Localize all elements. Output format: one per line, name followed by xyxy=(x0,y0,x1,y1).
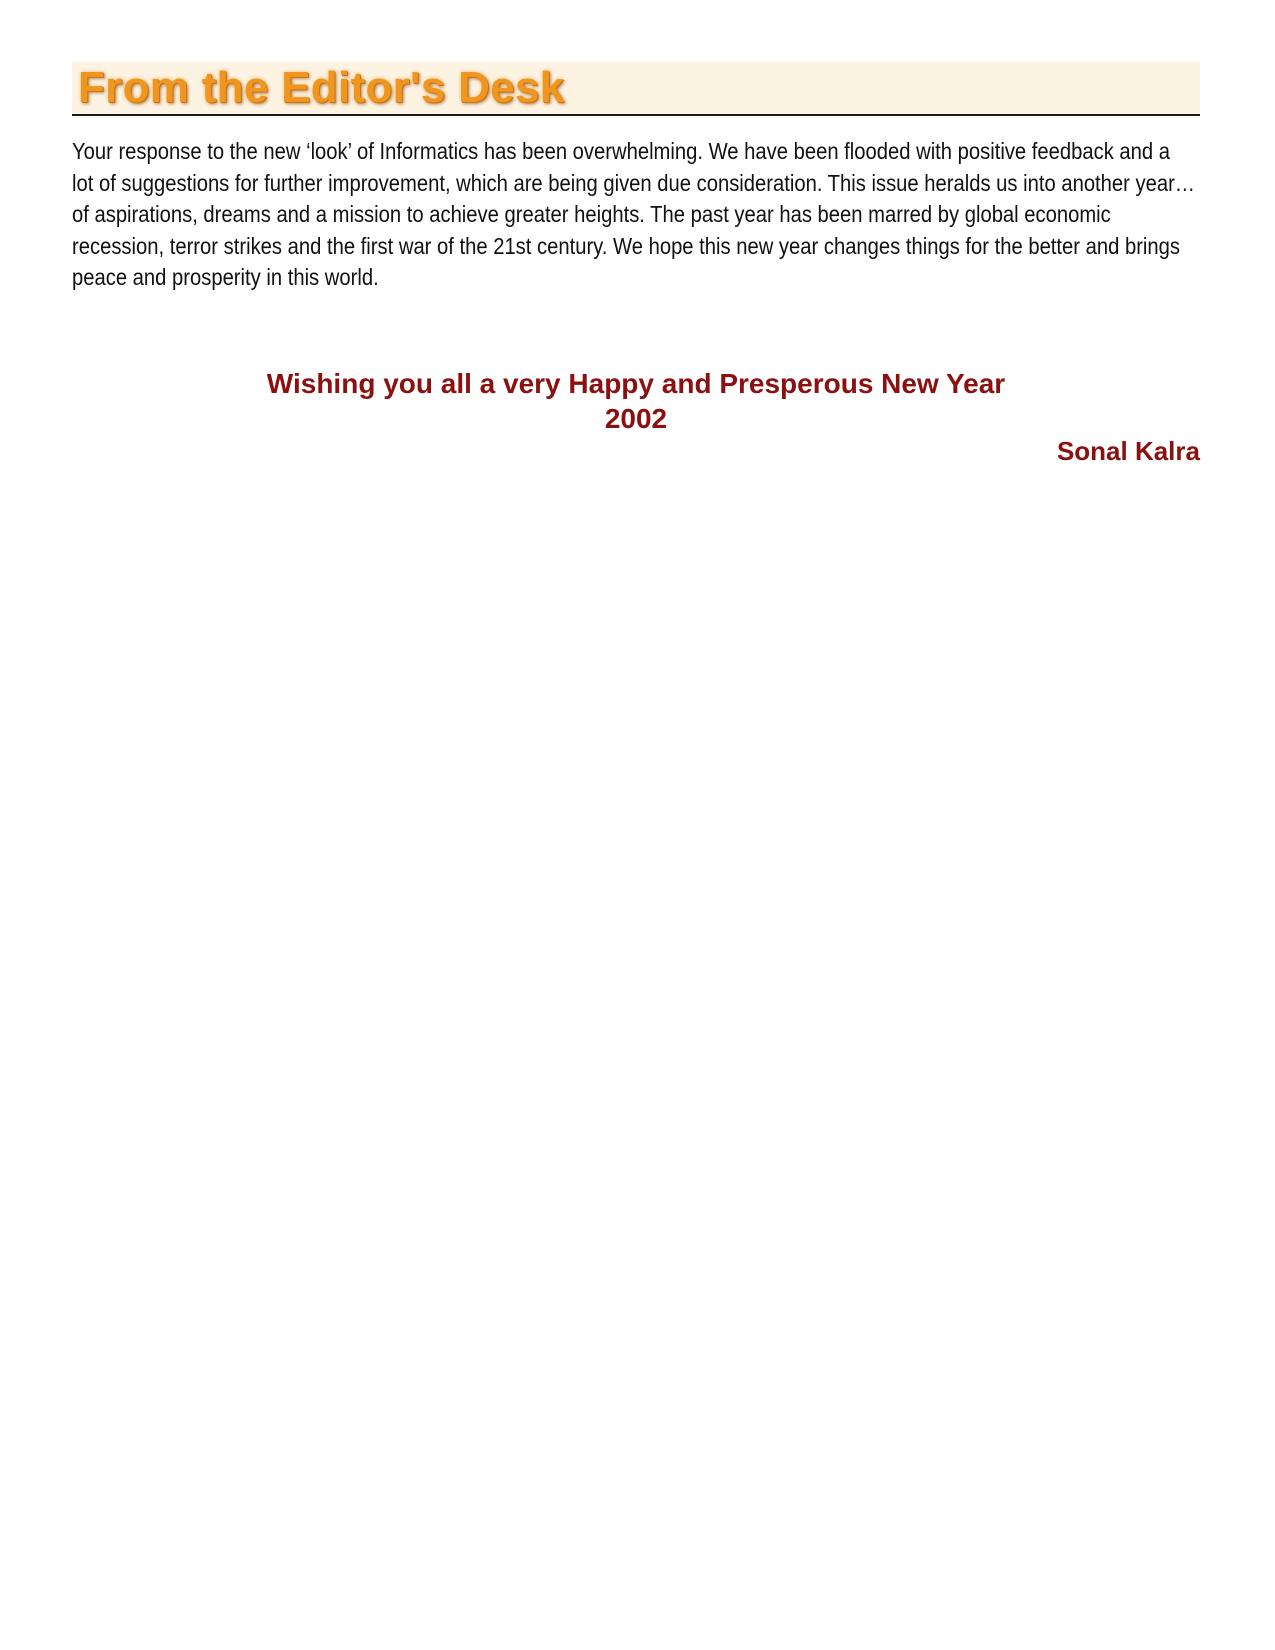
editorial-body-paragraph: Your response to the new ‘look’ of Informatics has been overwhelming. We have been flooded with positive feedback and a lot of suggestions for further improvement, which are being given due consideration. This issue heralds us into another year…of aspirations, dreams and a mission to achieve greater heights. The past year has been marred by global economic recession, terror strikes and the first war of the 21st century. We hope this new year changes things for the better and brings peace and prosperity in this world. xyxy=(72,138,1196,290)
editorial-page xyxy=(72,62,1200,466)
greeting-text: Wishing you all a very Happy and Presperous New Year 2002 xyxy=(266,368,1006,434)
header-band xyxy=(72,62,1200,116)
new-year-greeting xyxy=(72,366,1200,436)
page-title: From the Editor's Desk xyxy=(78,63,565,112)
editor-signature: Sonal Kalra xyxy=(1056,436,1200,466)
